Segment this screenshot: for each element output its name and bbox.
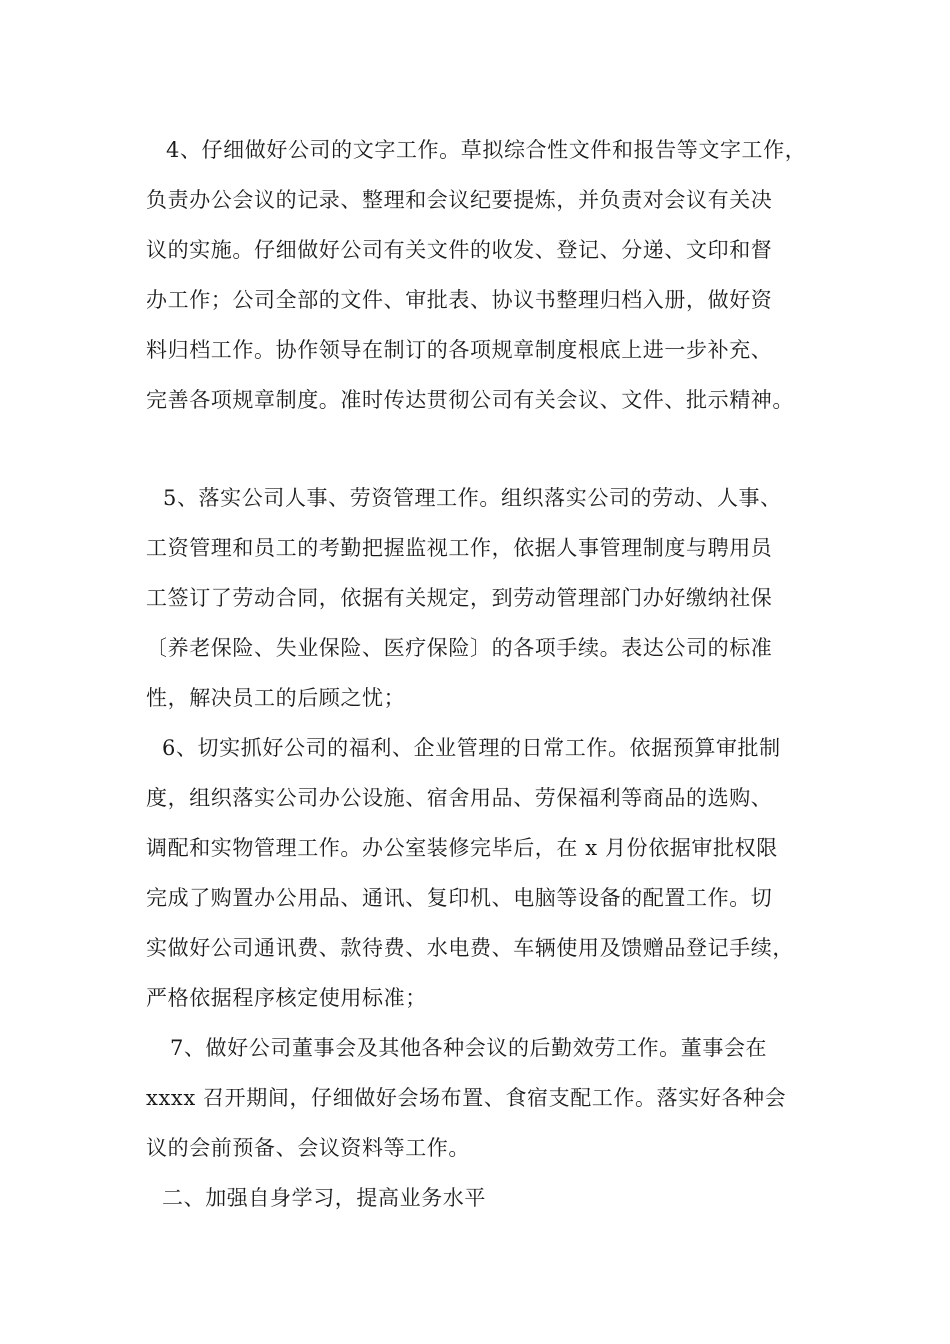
paragraph-6-line-3: 调配和实物管理工作。办公室装修完毕后，在 x 月份依据审批权限 bbox=[146, 836, 778, 860]
paragraph-5-line-4: 〔养老保险、失业保险、医疗保险〕的各项手续。表达公司的标准 bbox=[146, 636, 773, 660]
paragraph-6-line-5: 实做好公司通讯费、款待费、水电费、车辆使用及馈赠品登记手续， bbox=[146, 936, 794, 960]
paragraph-5-line-5: 性，解决员工的后顾之忧； bbox=[146, 686, 406, 710]
paragraph-4-line-2: 负责办公会议的记录、整理和会议纪要提炼，并负责对会议有关决 bbox=[146, 188, 773, 212]
paragraph-4-line-4: 办工作；公司全部的文件、审批表、协议书整理归档入册，做好资 bbox=[146, 288, 773, 312]
paragraph-4-line-3: 议的实施。仔细做好公司有关文件的收发、登记、分递、文印和督 bbox=[146, 238, 773, 262]
paragraph-7-line-3: 议的会前预备、会议资料等工作。 bbox=[146, 1136, 470, 1160]
paragraph-6-line-1: 6、切实抓好公司的福利、企业管理的日常工作。依据预算审批制 bbox=[162, 736, 781, 760]
paragraph-5-line-1: 5、落实公司人事、劳资管理工作。组织落实公司的劳动、人事、 bbox=[163, 486, 782, 510]
section-heading: 二、加强自身学习，提高业务水平 bbox=[162, 1186, 486, 1210]
paragraph-5-line-2: 工资管理和员工的考勤把握监视工作，依据人事管理制度与聘用员 bbox=[146, 536, 773, 560]
paragraph-4-line-5: 料归档工作。协作领导在制订的各项规章制度根底上进一步补充、 bbox=[146, 338, 773, 362]
paragraph-6-line-2: 度，组织落实公司办公设施、宿舍用品、劳保福利等商品的选购、 bbox=[146, 786, 773, 810]
paragraph-4-line-6: 完善各项规章制度。准时传达贯彻公司有关会议、文件、批示精神。 bbox=[146, 388, 794, 412]
paragraph-6-line-6: 严格依据程序核定使用标准； bbox=[146, 986, 427, 1010]
paragraph-5-line-3: 工签订了劳动合同，依据有关规定，到劳动管理部门办好缴纳社保 bbox=[146, 586, 773, 610]
paragraph-7-line-2: xxxx 召开期间，仔细做好会场布置、食宿支配工作。落实好各种会 bbox=[146, 1086, 787, 1110]
paragraph-7-line-1: 7、做好公司董事会及其他各种会议的后勤效劳工作。董事会在 bbox=[170, 1036, 768, 1060]
paragraph-4-line-1: 4、仔细做好公司的文字工作。草拟综合性文件和报告等文字工作， bbox=[166, 138, 807, 162]
paragraph-6-line-4: 完成了购置办公用品、通讯、复印机、电脑等设备的配置工作。切 bbox=[146, 886, 773, 910]
